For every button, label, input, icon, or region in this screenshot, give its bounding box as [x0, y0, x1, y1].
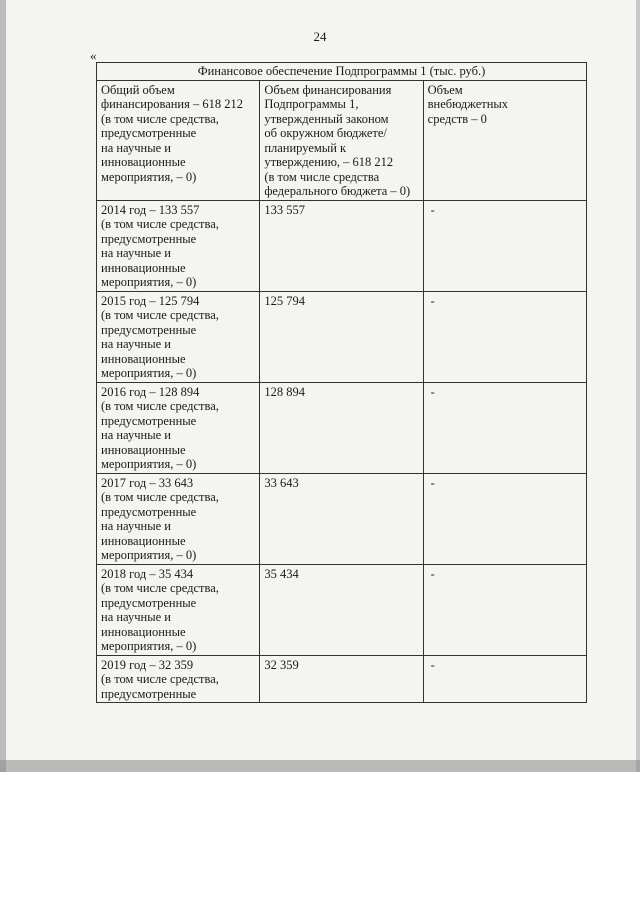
cell-text-line: (в том числе средства, — [101, 581, 219, 595]
header-text-line: утверждению, – 618 212 — [264, 155, 394, 169]
cell-text-line: инновационные — [101, 442, 186, 457]
cell-text-line: 2017 год – 33 643 — [101, 475, 194, 490]
header-text-line: планируемый к — [264, 140, 347, 155]
table-row — [97, 200, 587, 291]
cell-text-line: 2014 год – 133 557 — [101, 202, 200, 217]
cell-text-line: предусмотренные — [101, 686, 197, 701]
cell-text-line: (в том числе средства, — [101, 217, 219, 231]
subprogram-amount-cell: 33 643 — [260, 473, 423, 564]
financing-table-body — [97, 63, 587, 703]
subprogram-amount-cell: 133 557 — [260, 200, 423, 291]
financing-table — [96, 62, 587, 703]
opening-quote: « — [90, 48, 97, 63]
cell-text-line: (в том числе средства, — [101, 308, 219, 322]
year-total-cell — [97, 382, 260, 473]
scan-edge-left — [0, 0, 6, 772]
header-text-line: Объем — [427, 82, 463, 97]
table-title: Финансовое обеспечение Подпрограммы 1 (тыс. руб.) — [97, 63, 587, 81]
table-row — [97, 473, 587, 564]
table-row — [97, 564, 587, 655]
cell-text-line: предусмотренные — [101, 413, 197, 428]
subprogram-amount-cell: 35 434 — [260, 564, 423, 655]
table-title-row — [97, 63, 587, 81]
dash-mark: - — [430, 384, 435, 399]
header-text-line: мероприятия, – 0) — [101, 169, 197, 184]
cell-text-line: 2018 год – 35 434 — [101, 566, 194, 581]
header-text-line: внебюджетных — [427, 97, 509, 111]
cell-text-line: мероприятия, – 0) — [101, 639, 197, 653]
cell-text-line: мероприятия, – 0) — [101, 275, 197, 289]
cell-text-line: мероприятия, – 0) — [101, 548, 197, 562]
cell-text-line: 2015 год – 125 794 — [101, 293, 200, 308]
extrabudgetary-cell — [423, 473, 586, 564]
cell-text-line: предусмотренные — [101, 231, 197, 246]
scan-edge-bottom — [0, 760, 640, 772]
cell-text-line: предусмотренные — [101, 504, 197, 519]
extrabudgetary-cell — [423, 291, 586, 382]
cell-text-line: инновационные — [101, 624, 186, 639]
table-row — [97, 291, 587, 382]
header-text-line: средств – 0 — [427, 111, 487, 126]
cell-text-line: инновационные — [101, 351, 186, 366]
dash-mark: - — [430, 566, 435, 581]
year-total-cell — [97, 655, 260, 703]
cell-text-line: мероприятия, – 0) — [101, 457, 197, 471]
header-text-line: утвержденный законом — [264, 111, 389, 126]
table-header-row — [97, 80, 587, 200]
cell-text-line: на научные и — [101, 428, 171, 442]
scan-edge-right — [636, 0, 640, 772]
year-total-cell — [97, 291, 260, 382]
header-total-volume — [97, 80, 260, 200]
year-total-cell — [97, 200, 260, 291]
cell-text-line: инновационные — [101, 533, 186, 548]
dash-mark: - — [430, 202, 435, 217]
header-subprogram-financing — [260, 80, 423, 200]
table-row — [97, 382, 587, 473]
dash-mark: - — [430, 475, 435, 490]
cell-text-line: 2019 год – 32 359 — [101, 657, 194, 672]
cell-text-line: (в том числе средства, — [101, 399, 219, 413]
header-text-line: (в том числе средства — [264, 169, 380, 184]
header-extrabudgetary — [423, 80, 586, 200]
extrabudgetary-cell — [423, 200, 586, 291]
table-row — [97, 655, 587, 703]
subprogram-amount-cell: 125 794 — [260, 291, 423, 382]
year-total-cell — [97, 564, 260, 655]
cell-text-line: на научные и — [101, 519, 171, 533]
subprogram-amount-cell: 32 359 — [260, 655, 423, 703]
header-text-line: Объем финансирования — [264, 82, 392, 97]
cell-text-line: (в том числе средства, — [101, 672, 219, 686]
cell-text-line: на научные и — [101, 337, 171, 351]
header-text-line: Подпрограммы 1, — [264, 97, 359, 111]
header-text-line: об окружном бюджете/ — [264, 126, 387, 140]
cell-text-line: на научные и — [101, 246, 171, 260]
header-text-line: инновационные — [101, 155, 186, 169]
cell-text-line: предусмотренные — [101, 322, 197, 337]
cell-text-line: (в том числе средства, — [101, 490, 219, 504]
header-text-line: федерального бюджета – 0) — [264, 184, 411, 198]
dash-mark: - — [430, 293, 435, 308]
extrabudgetary-cell — [423, 564, 586, 655]
cell-text-line: инновационные — [101, 260, 186, 275]
subprogram-amount-cell: 128 894 — [260, 382, 423, 473]
header-text-line: на научные и — [101, 140, 171, 155]
header-text-line: предусмотренные — [101, 126, 197, 140]
cell-text-line: предусмотренные — [101, 595, 197, 610]
dash-mark: - — [430, 657, 435, 672]
page-number: 24 — [313, 29, 327, 44]
cell-text-line: мероприятия, – 0) — [101, 366, 197, 380]
header-text-line: Общий объем — [101, 82, 175, 97]
extrabudgetary-cell — [423, 382, 586, 473]
header-text-line: (в том числе средства, — [101, 111, 219, 126]
year-total-cell — [97, 473, 260, 564]
cell-text-line: на научные и — [101, 610, 171, 624]
cell-text-line: 2016 год – 128 894 — [101, 384, 200, 399]
extrabudgetary-cell — [423, 655, 586, 703]
header-text-line: финансирования – 618 212 — [101, 97, 243, 111]
